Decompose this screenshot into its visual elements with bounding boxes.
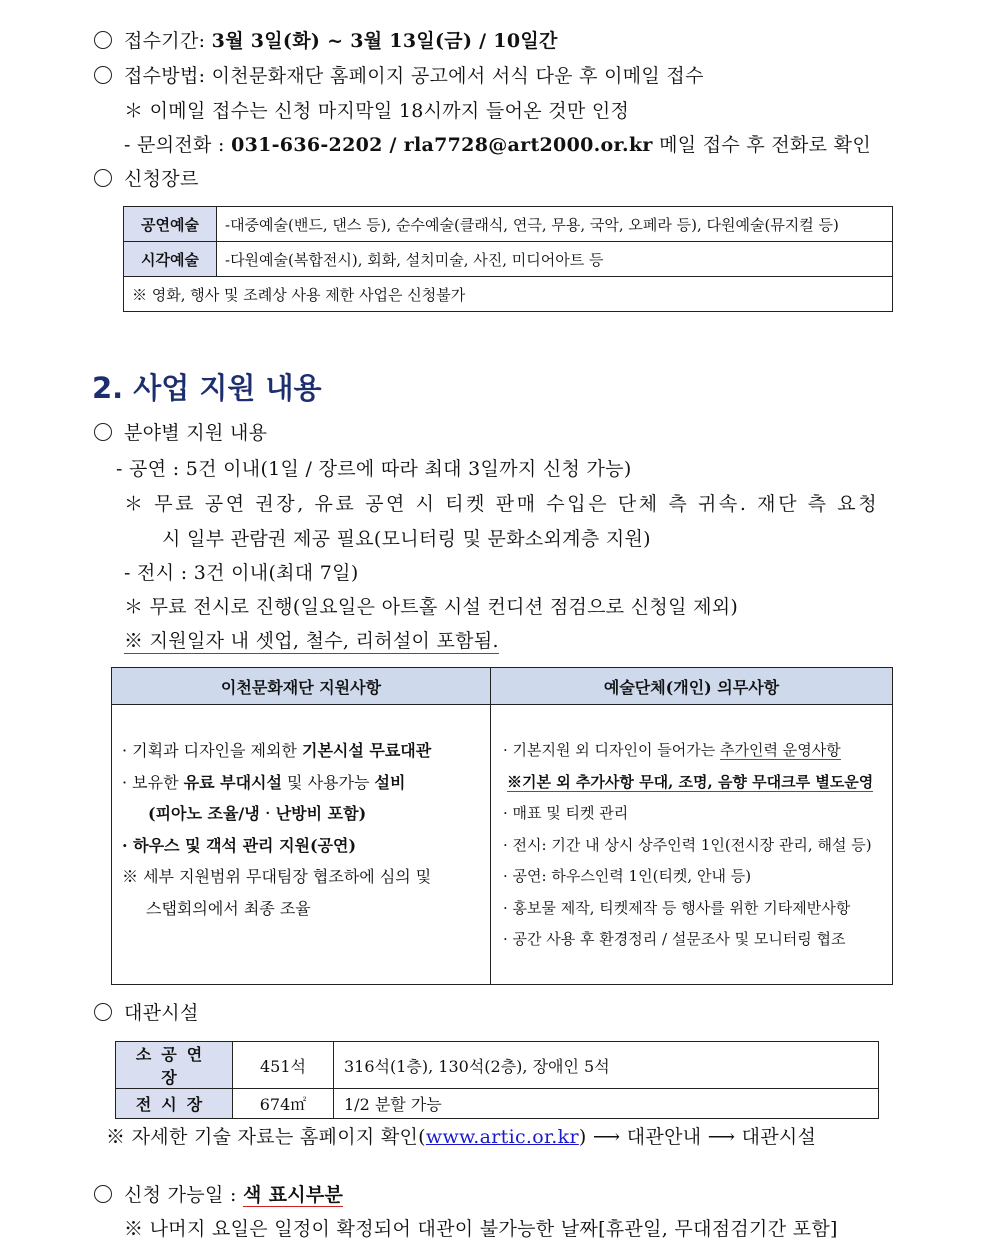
facility-size: 451석 (233, 1042, 334, 1089)
right-header: 예술단체(개인) 의무사항 (491, 668, 893, 705)
exhibition-note: ＊ 무료 전시로 진행(일요일은 아트홀 시설 컨디션 점검으로 신청일 제외) (124, 596, 739, 618)
available-note: ※ 나머지 요일은 일정이 확정되어 대관이 불가능한 날짜[휴관일, 무대점검기간 포함] (124, 1218, 838, 1240)
left-header: 이천문화재단 지원사항 (112, 668, 491, 705)
list-item: · 하우스 및 객석 관리 지원(공연) (122, 835, 357, 855)
performance-note-2: 시 일부 관람권 제공 필요(모니터링 및 문화소외계층 지원) (162, 528, 651, 550)
item-bold: 설비 (374, 772, 406, 792)
item-bold: 유료 부대시설 (183, 772, 282, 792)
facility-name: 소공연장 (116, 1042, 233, 1089)
period-label: 접수기간: (124, 30, 212, 52)
application-period (94, 26, 558, 53)
circle-bullet-icon (94, 169, 112, 187)
item-text: · 기획과 디자인을 제외한 (122, 741, 302, 760)
list-item (503, 735, 886, 767)
list-item (503, 767, 886, 799)
subsection-text: 분야별 지원 내용 (124, 422, 268, 444)
period-value: 3월 3일(화) ~ 3월 13일(금) / 10일간 (211, 30, 558, 52)
table-row (116, 1042, 879, 1089)
list-item: · 매표 및 티켓 관리 (503, 804, 629, 822)
available-label: 신청 가능일 : (124, 1184, 243, 1206)
application-method (94, 61, 704, 88)
table-row (124, 277, 893, 312)
available-value: 색 표시부분 (243, 1184, 344, 1206)
contact-value: 031-636-2202 / rla7728@art2000.or.kr (231, 134, 653, 156)
facility-note (106, 1122, 816, 1149)
genre-desc: -대중예술(밴드, 댄스 등), 순수예술(클래식, 연극, 무용, 국악, 오페라 등), 다원예술(뮤지컬 등) (217, 207, 893, 242)
circle-bullet-icon (94, 31, 112, 49)
facility-table (115, 1041, 879, 1119)
contact-line (124, 130, 871, 157)
genre-head: 공연예술 (124, 207, 217, 242)
list-item: ※ 세부 지원범위 무대팀장 협조하에 심의 및 (122, 867, 432, 886)
method-text: 접수방법: 이천문화재단 홈페이지 공고에서 서식 다운 후 이메일 접수 (124, 65, 704, 87)
genre-label-text: 신청장르 (124, 168, 199, 190)
genre-head: 시각예술 (124, 242, 217, 277)
facility-name: 전시장 (116, 1089, 233, 1119)
contact-prefix: - 문의전화 : (124, 134, 232, 156)
list-item (122, 735, 482, 767)
facility-size: 674㎡ (233, 1089, 334, 1119)
setup-note: ※ 지원일자 내 셋업, 철수, 리허설이 포함됨. (124, 626, 499, 654)
item-bold: 기본시설 무료대관 (302, 741, 432, 760)
genre-note: ※ 영화, 행사 및 조례상 사용 제한 사업은 신청불가 (124, 277, 893, 312)
item-underlined: ※기본 외 추가사항 무대, 조명, 음향 무대크루 별도운영 (507, 772, 874, 791)
subsection-label (94, 418, 267, 445)
list-item: · 공연: 하우스인력 1인(티켓, 안내 등) (503, 867, 752, 885)
facility-label-text: 대관시설 (124, 1002, 199, 1024)
support-table (111, 667, 893, 985)
list-item (122, 767, 482, 799)
table-row (124, 242, 893, 277)
available-date-line (94, 1180, 343, 1207)
note-suffix: ) ⟶ 대관안내 ⟶ 대관시설 (578, 1126, 817, 1148)
method-note: ＊ 이메일 접수는 신청 마지막일 18시까지 들어온 것만 인정 (124, 100, 630, 122)
performance-note-1: ＊ 무료 공연 권장, 유료 공연 시 티켓 판매 수입은 단체 측 귀속. 재단 측 요청 (124, 493, 880, 515)
table-header-row (112, 668, 893, 705)
list-item: · 공간 사용 후 환경정리 / 설문조사 및 모니터링 협조 (503, 930, 846, 948)
list-item: · 전시: 기간 내 상시 상주인력 1인(전시장 관리, 해설 등) (503, 835, 872, 854)
circle-bullet-icon (94, 423, 112, 441)
circle-bullet-icon (94, 1003, 112, 1021)
list-item: · 홍보물 제작, 티켓제작 등 행사를 위한 기타제반사항 (503, 898, 851, 917)
genre-table (123, 206, 893, 312)
contact-suffix: 메일 접수 후 전화로 확인 (652, 134, 871, 156)
table-row (116, 1089, 879, 1119)
left-cell (112, 705, 491, 985)
item-text: · 기본지원 외 디자인이 들어가는 (503, 741, 720, 759)
table-row (124, 207, 893, 242)
facility-detail: 316석(1층), 130석(2층), 장애인 5석 (334, 1042, 879, 1089)
genre-desc: -다원예술(복합전시), 회화, 설치미술, 사진, 미디어아트 등 (217, 242, 893, 277)
circle-bullet-icon (94, 1185, 112, 1203)
exhibition-line: - 전시 : 3건 이내(최대 7일) (124, 562, 359, 584)
performance-line: - 공연 : 5건 이내(1일 / 장르에 따라 최대 3일까지 신청 가능) (116, 458, 632, 480)
circle-bullet-icon (94, 66, 112, 84)
facility-detail: 1/2 분할 가능 (334, 1089, 879, 1119)
section-title: 2. 사업 지원 내용 (92, 371, 322, 405)
note-prefix: ※ 자세한 기술 자료는 홈페이지 확인( (106, 1126, 426, 1148)
list-item: (피아노 조율/냉‧난방비 포함) (148, 804, 367, 823)
right-cell (491, 705, 893, 985)
item-text: · 보유한 (122, 772, 184, 792)
homepage-link[interactable]: www.artic.or.kr (425, 1126, 579, 1148)
list-item: 스탭회의에서 최종 조율 (146, 898, 311, 918)
genre-label (94, 164, 199, 191)
item-underlined: 추가인력 운영사항 (719, 741, 841, 759)
item-text: 및 사용가능 (281, 772, 375, 792)
facility-label (94, 998, 199, 1025)
table-row (112, 705, 893, 985)
